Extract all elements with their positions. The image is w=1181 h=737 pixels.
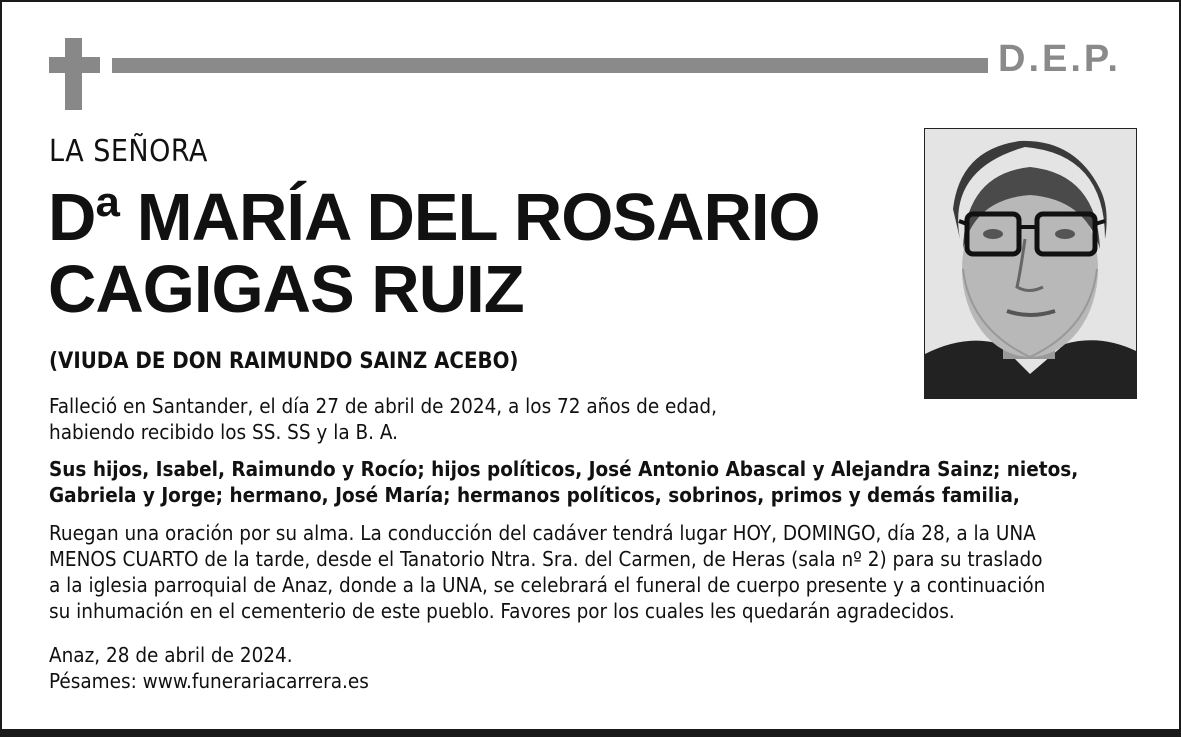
request-paragraph [49,520,1045,624]
family-paragraph [49,456,1078,508]
portrait-photo [924,128,1137,399]
deceased-name [48,182,820,326]
text-line: habiendo recibido los SS. SS y la B. A. [49,420,398,444]
place-date: Anaz, 28 de abril de 2024. [49,643,293,667]
text-line: su inhumación en el cementerio de este pueblo. Favores por los cuales les quedarán agradecidos. [49,599,955,623]
condolences-link: Pésames: www.funerariacarrera.es [49,669,369,693]
dep-label: D.E.P. [998,38,1121,80]
closing [49,642,369,694]
widow-of: (VIUDA DE DON RAIMUNDO SAINZ ACEBO) [49,349,519,374]
text-line: Falleció en Santander, el día 27 de abril de 2024, a los 72 años de edad, [49,394,717,418]
text-line: Gabriela y Jorge; hermano, José María; hermanos políticos, sobrinos, primos y demás familia, [49,483,1020,507]
cross-horizontal-bar [49,57,100,73]
portrait-illustration [925,129,1136,398]
name-line-1: Dª MARÍA DEL ROSARIO [48,180,820,255]
honorific: LA SEÑORA [49,134,208,169]
text-line: Ruegan una oración por su alma. La conducción del cadáver tendrá lugar HOY, DOMINGO, día 28, a la UNA [49,521,1036,545]
text-line: MENOS CUARTO de la tarde, desde el Tanatorio Ntra. Sra. del Carmen, de Heras (sala nº 2) para su traslado [49,547,1043,571]
name-line-2: CAGIGAS RUIZ [48,252,524,327]
text-line: Sus hijos, Isabel, Raimundo y Rocío; hijos políticos, José Antonio Abascal y Alejandra Sainz; nietos, [49,457,1079,481]
text-line: a la iglesia parroquial de Anaz, donde a la UNA, se celebrará el funeral de cuerpo presente y a continuación [49,573,1046,597]
cross-vertical-bar [65,38,82,110]
death-paragraph [49,393,717,445]
header-rule [112,58,988,73]
